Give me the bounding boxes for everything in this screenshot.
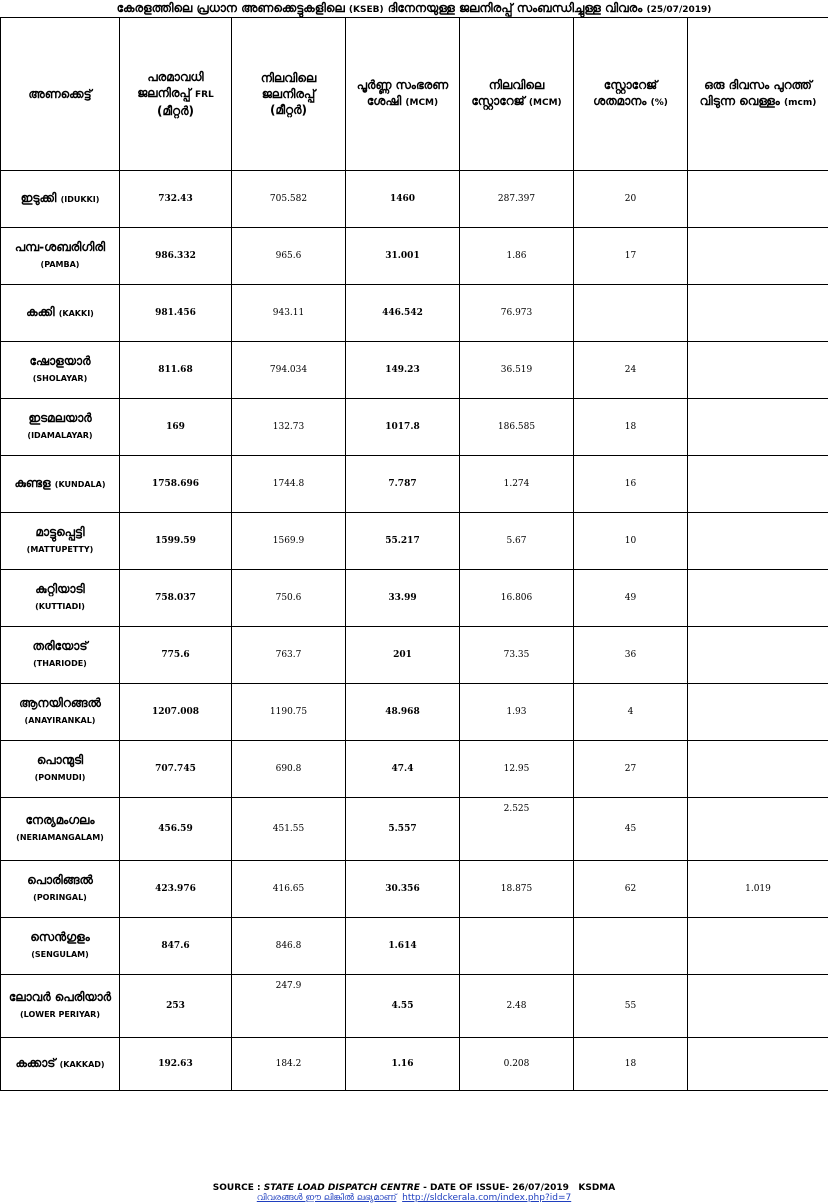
- frl-cell: 192.63: [120, 1038, 232, 1091]
- dam-water-level-table: [0, 17, 828, 1091]
- daily-release-cell: [688, 684, 828, 741]
- current-level-cell: 247.9: [232, 975, 346, 1038]
- header-current-level: നിലവിലെ ജലനിരപ്പ് (മീറ്റർ): [232, 18, 346, 171]
- current-storage-cell: 2.48: [460, 975, 574, 1038]
- table-row: [1, 798, 828, 861]
- dam-name-en: (KAKKI): [59, 309, 94, 318]
- frl-cell: 811.68: [120, 342, 232, 399]
- source-org: KSDMA: [578, 1183, 615, 1193]
- current-storage-cell: 1.86: [460, 228, 574, 285]
- header-frl: പരമാവധി ജലനിരപ്പ് FRL (മീറ്റർ): [120, 18, 232, 171]
- storage-percent-cell: 16: [574, 456, 688, 513]
- current-level-cell: 965.6: [232, 228, 346, 285]
- dam-name-cell: [1, 861, 120, 918]
- title-rest: ദിനേനയുള്ള ജലനിരപ്പ് സംബന്ധിച്ചുള്ള വിവരം: [388, 1, 643, 15]
- current-storage-cell: 5.67: [460, 513, 574, 570]
- header-full-capacity: പൂർണ്ണ സംഭരണ ശേഷി (MCM): [346, 18, 460, 171]
- dam-name-ml: പൊന്മുടി: [37, 753, 83, 767]
- header-storage-percent: സ്റ്റോറേജ് ശതമാനം (%): [574, 18, 688, 171]
- frl-cell: 732.43: [120, 171, 232, 228]
- current-storage-cell: 1.274: [460, 456, 574, 513]
- table-row: [1, 918, 828, 975]
- table-row: [1, 399, 828, 456]
- full-capacity-cell: 33.99: [346, 570, 460, 627]
- daily-release-cell: [688, 171, 828, 228]
- frl-cell: 1758.696: [120, 456, 232, 513]
- full-capacity-cell: 5.557: [346, 798, 460, 861]
- table-row: [1, 285, 828, 342]
- title-main: കേരളത്തിലെ പ്രധാന അണക്കെട്ടുകളിലെ: [117, 1, 345, 15]
- dam-name-ml: സെൻഗുളം: [30, 930, 90, 944]
- frl-cell: 1599.59: [120, 513, 232, 570]
- dam-name-cell: [1, 342, 120, 399]
- current-storage-cell: 73.35: [460, 627, 574, 684]
- daily-release-cell: [688, 627, 828, 684]
- frl-cell: 986.332: [120, 228, 232, 285]
- frl-cell: 253: [120, 975, 232, 1038]
- frl-cell: 456.59: [120, 798, 232, 861]
- dam-name-ml: കക്കാട്: [15, 1056, 55, 1070]
- dam-name-en: (KUNDALA): [55, 480, 106, 489]
- dam-name-en: (IDUKKI): [61, 195, 100, 204]
- dam-name-cell: [1, 918, 120, 975]
- table-row: [1, 861, 828, 918]
- storage-percent-cell: 27: [574, 741, 688, 798]
- storage-percent-cell: 17: [574, 228, 688, 285]
- frl-cell: 423.976: [120, 861, 232, 918]
- dam-name-cell: [1, 456, 120, 513]
- frl-cell: 169: [120, 399, 232, 456]
- dam-name-cell: [1, 975, 120, 1038]
- header-current-storage: നിലവിലെ സ്റ്റോറേജ് (MCM): [460, 18, 574, 171]
- dam-name-ml: ആനയിറങ്ങൽ: [19, 696, 101, 710]
- table-row: [1, 684, 828, 741]
- dam-name-ml: ഇടുക്കി: [21, 191, 57, 205]
- storage-percent-cell: 36: [574, 627, 688, 684]
- frl-cell: 775.6: [120, 627, 232, 684]
- storage-percent-cell: 20: [574, 171, 688, 228]
- storage-percent-cell: 49: [574, 570, 688, 627]
- source-name: STATE LOAD DISPATCH CENTRE: [264, 1183, 420, 1193]
- daily-release-cell: [688, 285, 828, 342]
- dam-name-cell: [1, 285, 120, 342]
- dam-name-ml: മാട്ടുപ്പെട്ടി: [35, 525, 84, 539]
- daily-release-cell: [688, 975, 828, 1038]
- current-level-cell: 846.8: [232, 918, 346, 975]
- dam-name-en: (NERIAMANGALAM): [16, 833, 104, 842]
- dam-name-en: (KUTTIADI): [35, 602, 85, 611]
- dam-name-en: (PORINGAL): [33, 893, 87, 902]
- dam-name-en: (MATTUPETTY): [27, 545, 94, 554]
- dam-name-cell: [1, 570, 120, 627]
- storage-percent-cell: 55: [574, 975, 688, 1038]
- full-capacity-cell: 1460: [346, 171, 460, 228]
- current-level-cell: 184.2: [232, 1038, 346, 1091]
- current-level-cell: 1190.75: [232, 684, 346, 741]
- dam-name-en: (PAMBA): [41, 260, 80, 269]
- full-capacity-cell: 30.356: [346, 861, 460, 918]
- storage-percent-cell: 18: [574, 1038, 688, 1091]
- frl-cell: 1207.008: [120, 684, 232, 741]
- dam-name-ml: കുണ്ടള: [15, 476, 51, 490]
- dam-name-ml: നേര്യമംഗലം: [26, 813, 95, 827]
- dam-name-en: (PONMUDI): [35, 773, 86, 782]
- current-level-cell: 451.55: [232, 798, 346, 861]
- dam-name-ml: ഷോളയാർ: [30, 354, 91, 368]
- page-title: [0, 0, 828, 17]
- dam-name-cell: [1, 513, 120, 570]
- current-level-cell: 705.582: [232, 171, 346, 228]
- full-capacity-cell: 48.968: [346, 684, 460, 741]
- title-date: (25/07/2019): [647, 5, 712, 15]
- table-row: [1, 741, 828, 798]
- dam-name-ml: പൊരിങ്ങൽ: [27, 873, 93, 887]
- dam-name-en: (KAKKAD): [60, 1060, 105, 1069]
- dam-name-en: (THARIODE): [33, 659, 87, 668]
- header-dam: അണക്കെട്ട്: [1, 18, 120, 171]
- current-storage-cell: 18.875: [460, 861, 574, 918]
- source-line: SOURCE : STATE LOAD DISPATCH CENTRE - DATE OF ISSUE- 26/07/2019 KSDMA: [0, 1184, 828, 1193]
- current-level-cell: 1744.8: [232, 456, 346, 513]
- daily-release-cell: [688, 228, 828, 285]
- table-row: [1, 1038, 828, 1091]
- daily-release-cell: [688, 456, 828, 513]
- dam-name-ml: പമ്പ-ശബരിഗിരി: [15, 240, 105, 254]
- title-kseb: (KSEB): [349, 5, 384, 15]
- current-level-cell: 132.73: [232, 399, 346, 456]
- table-row: [1, 513, 828, 570]
- full-capacity-cell: 1017.8: [346, 399, 460, 456]
- current-storage-cell: 36.519: [460, 342, 574, 399]
- full-capacity-cell: 7.787: [346, 456, 460, 513]
- table-row: [1, 975, 828, 1038]
- daily-release-cell: [688, 342, 828, 399]
- current-storage-cell: 0.208: [460, 1038, 574, 1091]
- storage-percent-cell: 4: [574, 684, 688, 741]
- storage-percent-cell: 62: [574, 861, 688, 918]
- dam-name-en: (LOWER PERIYAR): [20, 1010, 100, 1019]
- dam-name-en: (ANAYIRANKAL): [25, 716, 96, 725]
- current-storage-cell: 2.525: [460, 798, 574, 861]
- full-capacity-cell: 1.16: [346, 1038, 460, 1091]
- full-capacity-cell: 4.55: [346, 975, 460, 1038]
- full-capacity-cell: 47.4: [346, 741, 460, 798]
- dam-name-ml: ഇടമലയാർ: [28, 411, 91, 425]
- full-capacity-cell: 55.217: [346, 513, 460, 570]
- current-storage-cell: 16.806: [460, 570, 574, 627]
- daily-release-cell: [688, 513, 828, 570]
- storage-percent-cell: 45: [574, 798, 688, 861]
- current-level-cell: 763.7: [232, 627, 346, 684]
- storage-percent-cell: 18: [574, 399, 688, 456]
- source-link-url[interactable]: http://sldckerala.com/index.php?id=7: [402, 1193, 571, 1203]
- source-footer: [0, 1184, 828, 1200]
- full-capacity-cell: 1.614: [346, 918, 460, 975]
- dam-name-cell: [1, 1038, 120, 1091]
- current-level-cell: 416.65: [232, 861, 346, 918]
- dam-name-cell: [1, 399, 120, 456]
- full-capacity-cell: 149.23: [346, 342, 460, 399]
- full-capacity-cell: 31.001: [346, 228, 460, 285]
- table-row: [1, 342, 828, 399]
- full-capacity-cell: 201: [346, 627, 460, 684]
- dam-name-cell: [1, 228, 120, 285]
- dam-name-ml: തരിയോട്: [32, 639, 87, 653]
- table-row: [1, 627, 828, 684]
- current-level-cell: 943.11: [232, 285, 346, 342]
- current-storage-cell: 76.973: [460, 285, 574, 342]
- current-storage-cell: 186.585: [460, 399, 574, 456]
- dam-name-cell: [1, 741, 120, 798]
- dam-name-ml: കുറ്റിയാടി: [35, 582, 84, 596]
- source-link-line: [0, 1194, 828, 1203]
- dam-name-ml: കക്കി: [26, 305, 54, 319]
- header-daily-release: ഒരു ദിവസം പുറത്ത് വിടുന്ന വെള്ളം (mcm): [688, 18, 828, 171]
- daily-release-cell: [688, 918, 828, 975]
- frl-cell: 847.6: [120, 918, 232, 975]
- full-capacity-cell: 446.542: [346, 285, 460, 342]
- dam-name-en: (IDAMALAYAR): [27, 431, 92, 440]
- frl-cell: 758.037: [120, 570, 232, 627]
- daily-release-cell: 1.019: [688, 861, 828, 918]
- current-storage-cell: 287.397: [460, 171, 574, 228]
- frl-cell: 981.456: [120, 285, 232, 342]
- storage-percent-cell: [574, 285, 688, 342]
- daily-release-cell: [688, 798, 828, 861]
- current-level-cell: 690.8: [232, 741, 346, 798]
- dam-name-cell: [1, 171, 120, 228]
- dam-name-en: (SHOLAYAR): [33, 374, 87, 383]
- daily-release-cell: [688, 1038, 828, 1091]
- dam-name-cell: [1, 684, 120, 741]
- table-row: [1, 228, 828, 285]
- current-storage-cell: 1.93: [460, 684, 574, 741]
- dam-name-en: (SENGULAM): [31, 950, 89, 959]
- dam-name-cell: [1, 627, 120, 684]
- source-link-ml[interactable]: വിവരങ്ങൾ ഈ ലിങ്കിൽ ലഭ്യമാണ്: [257, 1193, 397, 1203]
- header-row: [1, 18, 828, 171]
- dam-name-ml: ലോവർ പെരിയാർ: [9, 990, 111, 1004]
- current-storage-cell: 12.95: [460, 741, 574, 798]
- daily-release-cell: [688, 741, 828, 798]
- table-row: [1, 570, 828, 627]
- frl-cell: 707.745: [120, 741, 232, 798]
- storage-percent-cell: 10: [574, 513, 688, 570]
- current-level-cell: 794.034: [232, 342, 346, 399]
- table-row: [1, 456, 828, 513]
- dam-name-cell: [1, 798, 120, 861]
- current-level-cell: 750.6: [232, 570, 346, 627]
- daily-release-cell: [688, 399, 828, 456]
- daily-release-cell: [688, 570, 828, 627]
- current-storage-cell: [460, 918, 574, 975]
- storage-percent-cell: 24: [574, 342, 688, 399]
- table-row: [1, 171, 828, 228]
- storage-percent-cell: [574, 918, 688, 975]
- current-level-cell: 1569.9: [232, 513, 346, 570]
